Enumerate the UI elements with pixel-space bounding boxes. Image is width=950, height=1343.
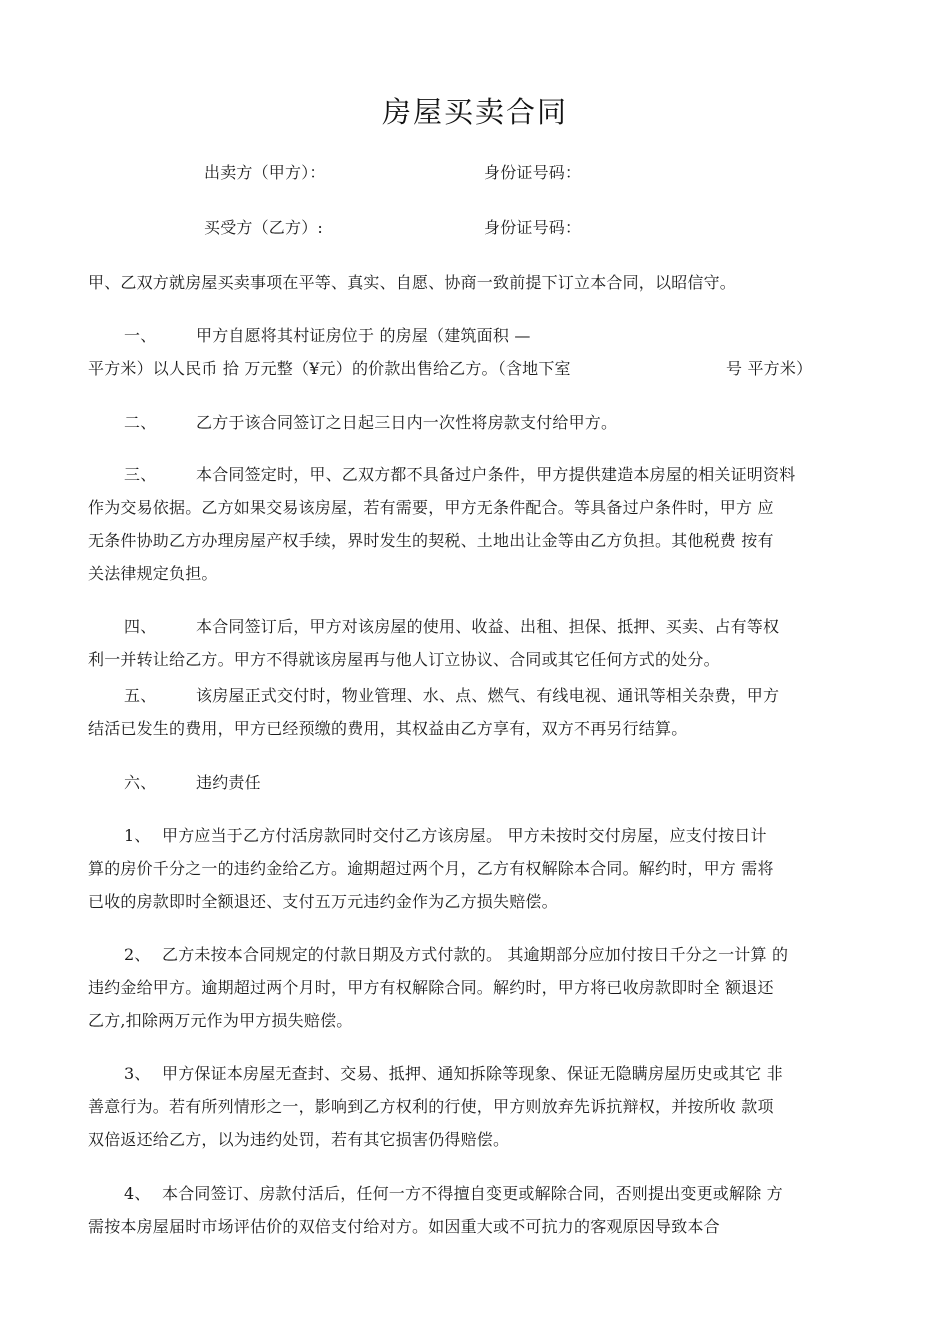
liability-1-line-1: 甲方应当于乙方付活房款同时交付乙方该房屋。 甲方未按时交付房屋，应支付按日计 <box>162 826 767 845</box>
liability-2-number: 2、 <box>124 945 151 964</box>
clause-1-line-2: 平方米）以人民币 拾 万元整（¥元）的价款出售给乙方。（含地下室 <box>88 359 571 378</box>
preamble: 甲、乙双方就房屋买卖事项在平等、真实、自愿、协商一致前提下订立本合同，以昭信守。 <box>88 273 737 292</box>
liability-3-number: 3、 <box>124 1064 151 1083</box>
liability-3-line-2: 善意行为。若有所列情形之一，影响到乙方权利的行使，甲方则放弃先诉抗辩权，并按所收 款项 <box>88 1097 774 1116</box>
liability-3-line-3: 双倍返还给乙方，以为违约处罚，若有其它损害仍得赔偿。 <box>88 1130 510 1149</box>
liability-1-number: 1、 <box>124 826 151 845</box>
clause-1-number: 一、 <box>124 326 157 345</box>
clause-3-line-3: 无条件协助乙方办理房屋产权手续，界时发生的契税、土地出让金等由乙方负担。其他税费 按有 <box>88 531 774 550</box>
buyer-label: 买受方（乙方）: <box>204 218 323 237</box>
seller-id-label: 身份证号码： <box>484 163 582 182</box>
clause-1-line-2-tail: 号 平方米） <box>726 359 813 378</box>
seller-label: 出卖方（甲方）： <box>204 163 326 182</box>
clause-6-title: 违约责任 <box>196 773 261 792</box>
liability-2-line-2: 违约金给甲方。逾期超过两个月时，甲方有权解除合同。解约时，甲方将已收房款即时全 额退还 <box>88 978 774 997</box>
clause-3-line-2: 作为交易依据。乙方如果交易该房屋，若有需要，甲方无条件配合。等具备过户条件时，甲方 应 <box>88 498 774 517</box>
liability-4-number: 4、 <box>124 1184 151 1203</box>
clause-3-line-4: 关法律规定负担。 <box>88 564 218 583</box>
liability-3-line-1: 甲方保证本房屋无查封、交易、抵押、通知拆除等现象、保证无隐瞒房屋历史或其它 非 <box>162 1064 783 1083</box>
clause-6-number: 六、 <box>124 773 157 792</box>
clause-4-line-2: 利一并转让给乙方。甲方不得就该房屋再与他人订立协议、合同或其它任何方式的处分。 <box>88 650 720 669</box>
clause-4-number: 四、 <box>124 617 157 636</box>
clause-3-number: 三、 <box>124 465 157 484</box>
clause-4-line-1: 本合同签订后，甲方对该房屋的使用、收益、出租、担保、抵押、买卖、占有等权 <box>196 617 780 636</box>
buyer-id-label: 身份证号码： <box>484 218 582 237</box>
clause-3-line-1: 本合同签定时，甲、乙双方都不具备过户条件，甲方提供建造本房屋的相关证明资料 <box>196 465 796 484</box>
liability-1-line-3: 已收的房款即时全额退还、支付五万元违约金作为乙方损失赔偿。 <box>88 892 558 911</box>
liability-2-line-3: 乙方,扣除两万元作为甲方损失赔偿。 <box>88 1011 353 1030</box>
liability-4-line-2: 需按本房屋届时市场评估价的双倍支付给对方。如因重大或不可抗力的客观原因导致本合 <box>88 1217 720 1236</box>
clause-5-number: 五、 <box>124 686 157 705</box>
clause-5-line-1: 该房屋正式交付时，物业管理、水、点、燃气、有线电视、通讯等相关杂费，甲方 <box>196 686 780 705</box>
liability-1-line-2: 算的房价千分之一的违约金给乙方。逾期超过两个月，乙方有权解除本合同。解约时，甲方 需将 <box>88 859 774 878</box>
document-title: 房屋买卖合同 <box>381 95 568 129</box>
liability-4-line-1: 本合同签订、房款付活后，任何一方不得擅自变更或解除合同，否则提出变更或解除 方 <box>162 1184 783 1203</box>
liability-2-line-1: 乙方未按本合同规定的付款日期及方式付款的。 其逾期部分应加付按日千分之一计算 的 <box>162 945 789 964</box>
clause-2-number: 二、 <box>124 413 157 432</box>
clause-5-line-2: 结活已发生的费用，甲方已经预缴的费用，其权益由乙方享有，双方不再另行结算。 <box>88 719 688 738</box>
clause-1-line-1: 甲方自愿将其村证房位于 的房屋（建筑面积 — <box>196 326 531 345</box>
clause-2-line-1: 乙方于该合同签订之日起三日内一次性将房款支付给甲方。 <box>196 413 618 432</box>
